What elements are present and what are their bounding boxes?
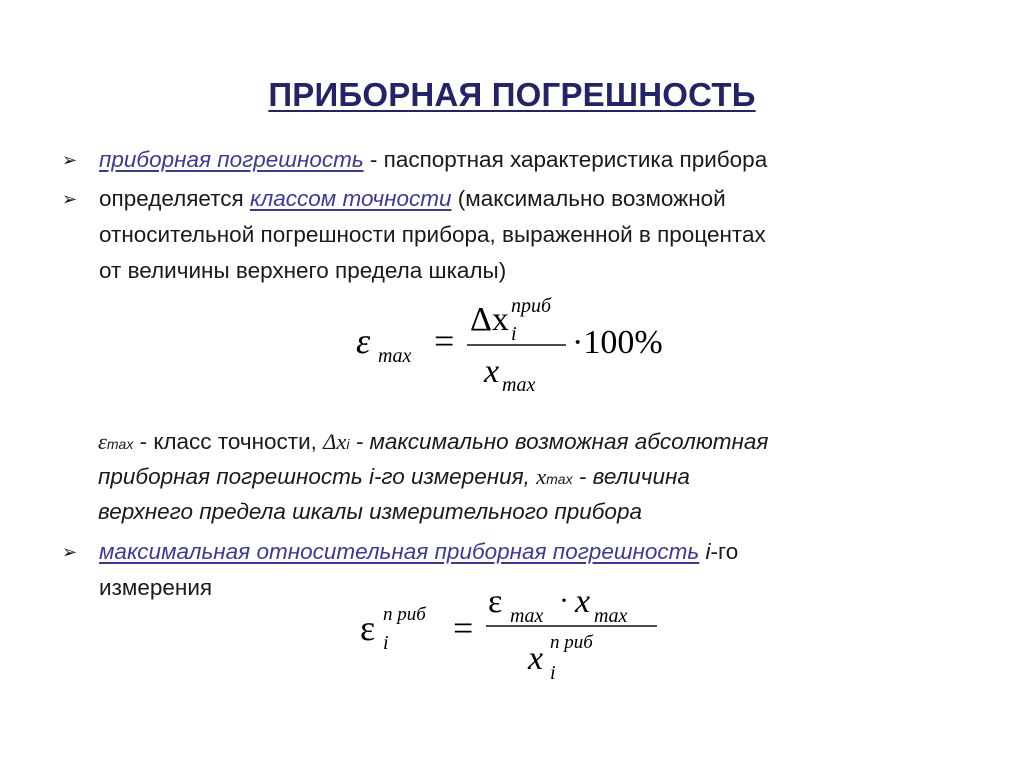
formula2-num-x-sub: max (594, 605, 628, 627)
note-eps-symbol: ε (98, 429, 107, 454)
formula1-denominator: x (484, 353, 500, 390)
note-dx-symbol: Δx (323, 429, 347, 454)
note-line-2b: -го измерения, (373, 464, 537, 489)
note-dx-sub: i (346, 436, 350, 452)
note-line-2c: - величина (572, 464, 690, 489)
arrow-bullet-icon: ➢ (62, 189, 78, 209)
bullet-1-rest: - паспортная характеристика прибора (363, 147, 768, 172)
slide-title-text: ПРИБОРНАЯ ПОГРЕШНОСТЬ (268, 76, 756, 113)
formula1-multiplier: ·100% (572, 324, 663, 361)
formula2-lhs-sup: n риб (383, 604, 426, 625)
note-line-2 (98, 459, 690, 497)
note-line-1 (98, 424, 768, 462)
formula1-numerator-sub: i (511, 323, 517, 345)
note-line-3-text: верхнего предела шкалы измерительного прибора (98, 499, 642, 524)
note-eps-sub: max (106, 436, 134, 452)
formula1-lhs: ε (356, 321, 371, 361)
bullet-2-line-1 (99, 181, 726, 217)
slide-title (0, 76, 1024, 114)
note-x-sub: max (546, 471, 573, 487)
formula2-den-x: x (528, 640, 544, 677)
formula2-lhs-sub: i (383, 632, 389, 654)
formula1-numerator-sup: приб (511, 295, 552, 317)
term-accuracy-class: классом точности (249, 186, 452, 211)
formula2-equals: = (453, 608, 474, 648)
formula-relative-error-i (350, 582, 670, 692)
bullet-3-rest: -го (710, 539, 739, 564)
bullet-2-line-1-rest: (максимально возможной (451, 186, 726, 211)
formula1-denominator-sub: max (502, 374, 536, 396)
formula-max-relative-error (350, 290, 690, 400)
bullet-2-line-2: относительной погрешности прибора, выраженной в процентах (99, 222, 766, 247)
formula1-lhs-sub: max (378, 345, 412, 367)
term-instrument-error: приборная погрешность (99, 147, 364, 172)
arrow-bullet-icon: ➢ (62, 542, 78, 562)
formula2-num-eps: ε (488, 583, 503, 620)
formula2-num-x: x (575, 583, 591, 620)
bullet-3-line-1: максимальная относительная приборная погрешность i-го (99, 539, 739, 564)
note-part-1: - класс точности, (133, 429, 324, 454)
bullet-2-line-3: от величины верхнего предела шкалы) (99, 258, 507, 283)
bullet-3-line-2: измерения (99, 575, 213, 600)
note-part-2: - максимально возможная абсолютная (349, 429, 769, 454)
note-line-2i: i (368, 464, 374, 489)
bullet-2-prefix: определяется (99, 186, 250, 211)
note-line-2a: приборная погрешность (98, 464, 369, 489)
formula2-lhs: ε (360, 608, 376, 648)
formula2-den-sup: n риб (550, 632, 593, 653)
formula2-num-eps-sub: max (510, 605, 544, 627)
term-max-relative-error: максимальная относительная приборная погрешность (99, 539, 700, 564)
formula1-equals: = (434, 321, 455, 361)
arrow-bullet-icon: ➢ (62, 150, 78, 170)
formula2-num-dot: · (559, 584, 569, 617)
formula1-numerator: Δx (470, 301, 509, 338)
note-line-3 (98, 494, 642, 529)
bullet-1-text (99, 142, 767, 178)
formula2-den-sub: i (550, 662, 556, 684)
note-x-symbol: x (536, 464, 547, 489)
